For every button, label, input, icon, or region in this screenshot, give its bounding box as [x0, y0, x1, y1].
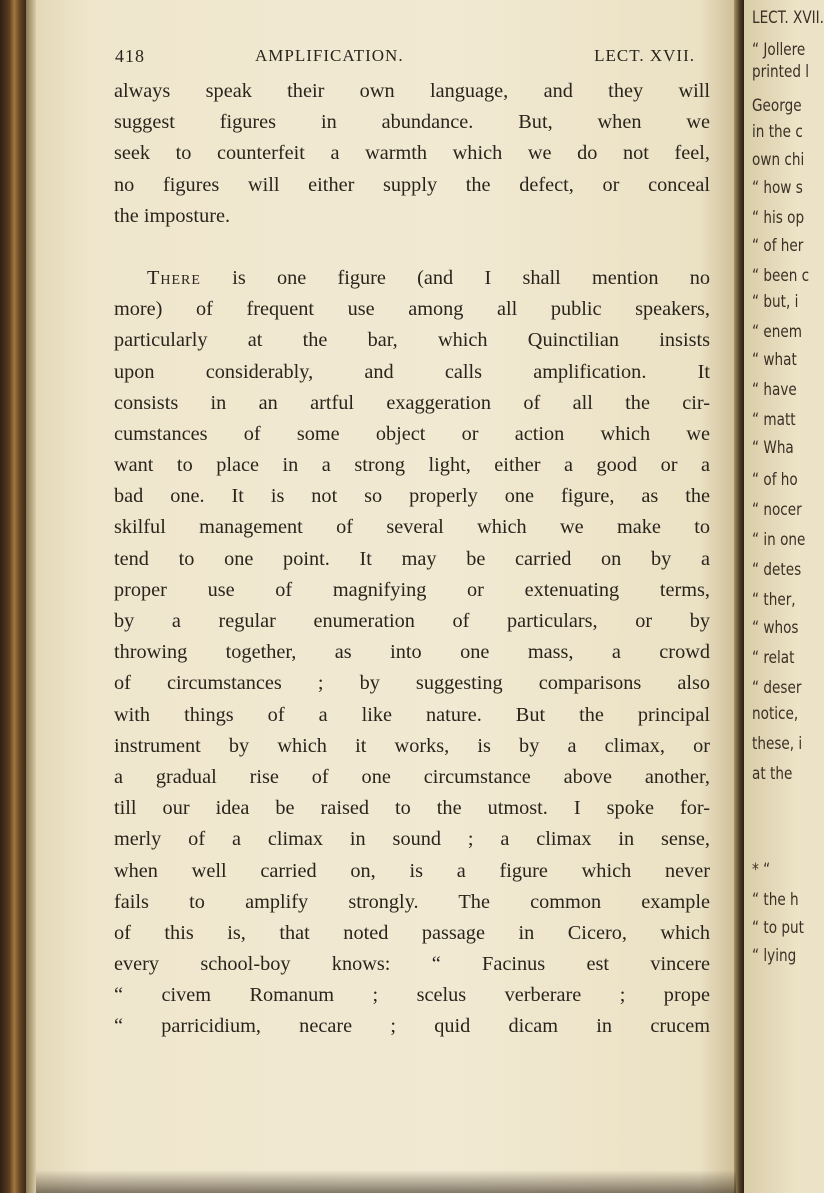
- text-line: “ civem Romanum ; scelus verberare ; prope: [114, 984, 710, 1007]
- book-binding: [0, 0, 26, 1193]
- facing-page-fragment: “ Jollere: [752, 40, 806, 60]
- text-line: fails to amplify strongly. The common example: [114, 890, 710, 913]
- text-line: of this is, that noted passage in Cicero, which: [114, 921, 710, 944]
- running-title: AMPLIFICATION.: [255, 46, 404, 65]
- facing-page-fragment: “ relat: [752, 648, 795, 668]
- facing-page-fragment: “ what: [752, 350, 797, 370]
- text-line: consists in an artful exaggeration of all the cir-: [114, 391, 710, 414]
- text-line: instrument by which it works, is by a climax, or: [114, 734, 710, 757]
- running-header: [115, 46, 695, 76]
- text-line: seek to counterfeit a warmth which we do not feel,: [114, 142, 710, 165]
- text-line: throwing together, as into one mass, a crowd: [114, 641, 710, 664]
- facing-page-fragment: “ Wha: [752, 438, 794, 458]
- facing-page-edge: [744, 0, 824, 1193]
- facing-page-fragment: own chi: [752, 150, 805, 170]
- small-caps-opening-word: There: [147, 266, 201, 289]
- text-line: of circumstances ; by suggesting comparisons also: [114, 672, 710, 695]
- facing-page-fragment: “ lying: [752, 946, 797, 966]
- opening-line-rest: is one figure (and I shall mention no: [200, 266, 710, 289]
- text-line: skilful management of several which we make to: [114, 516, 710, 539]
- text-line: every school-boy knows: “ Facinus est vincere: [114, 953, 710, 976]
- text-line: bad one. It is not so properly one figure, as the: [114, 485, 710, 508]
- page-bottom-shadow: [36, 1170, 736, 1193]
- facing-page-fragment: in the c: [752, 122, 803, 142]
- facing-page-fragment: “ enem: [752, 322, 802, 342]
- text-line: “ parricidium, necare ; quid dicam in crucem: [114, 1015, 710, 1038]
- text-line: particularly at the bar, which Quinctilian insists: [114, 329, 710, 352]
- lecture-number: LECT. XVII.: [594, 46, 695, 65]
- facing-page-fragment: * “: [752, 860, 771, 880]
- facing-page-fragment: “ matt: [752, 410, 796, 430]
- facing-page-fragment: these, i: [752, 734, 803, 754]
- facing-page-fragment: “ of her: [752, 236, 804, 256]
- facing-page-fragment: “ whos: [752, 618, 799, 638]
- text-line: a gradual rise of one circumstance above another,: [114, 765, 710, 788]
- binding-edge: [26, 0, 36, 1193]
- page-number: 418: [115, 46, 145, 66]
- facing-page-fragment: “ his op: [752, 208, 805, 228]
- facing-page-fragment: “ nocer: [752, 500, 802, 520]
- page-gutter-shadow: [734, 0, 744, 1193]
- facing-page-fragment: “ the h: [752, 890, 799, 910]
- facing-page-fragment: “ how s: [752, 178, 803, 198]
- text-line: upon considerably, and calls amplification. It: [114, 360, 710, 383]
- facing-page-fragment: “ in one: [752, 530, 806, 550]
- facing-page-fragment: “ ther,: [752, 590, 796, 610]
- text-line: when well carried on, is a figure which never: [114, 859, 710, 882]
- facing-page-fragment: “ deser: [752, 678, 802, 698]
- facing-page-fragment: “ but, i: [752, 292, 799, 312]
- facing-page-fragment: George: [752, 96, 802, 116]
- text-line: with things of a like nature. But the principal: [114, 703, 710, 726]
- text-line: more) of frequent use among all public speakers,: [114, 298, 710, 321]
- text-line: proper use of magnifying or extenuating terms,: [114, 578, 710, 601]
- text-line: by a regular enumeration of particulars, or by: [114, 610, 710, 632]
- paragraph-opening-line: [114, 263, 710, 294]
- facing-page-fragment: notice,: [752, 704, 799, 724]
- text-line: want to place in a strong light, either a good or a: [114, 454, 710, 477]
- text-line: suggest figures in abundance. But, when we: [114, 111, 710, 134]
- body-text: [114, 76, 710, 1043]
- facing-page-fragment: at the: [752, 764, 793, 784]
- facing-page-fragment: printed l: [752, 62, 810, 82]
- text-line: always speak their own language, and they will: [114, 80, 710, 102]
- text-line: cumstances of some object or action which we: [114, 422, 710, 445]
- text-line: the imposture.: [114, 204, 231, 227]
- facing-page-fragment: “ been c: [752, 266, 810, 286]
- text-line: tend to one point. It may be carried on by a: [114, 547, 710, 570]
- text-line: merly of a climax in sound ; a climax in sense,: [114, 828, 710, 851]
- facing-page-fragment: “ of ho: [752, 470, 798, 490]
- facing-page-fragment: “ detes: [752, 560, 802, 580]
- facing-page-fragment: “ have: [752, 380, 797, 400]
- text-line: till our idea be raised to the utmost. I spoke for-: [114, 797, 710, 820]
- facing-page-fragment: LECT. XVII.: [752, 8, 824, 28]
- facing-page-fragment: “ to put: [752, 918, 804, 938]
- text-line: no figures will either supply the defect, or conceal: [114, 173, 710, 196]
